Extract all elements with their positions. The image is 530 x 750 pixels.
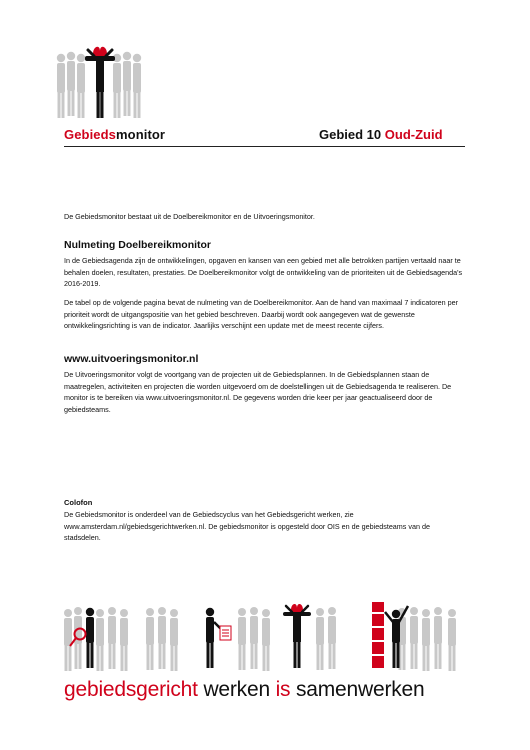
document-person-icon	[206, 608, 231, 668]
brand-accent: Gebieds	[64, 127, 116, 142]
brand-title	[64, 127, 165, 142]
intro-text: De Gebiedsmonitor bestaat uit de Doelbereikmonitor en de Uitvoeringsmonitor.	[64, 212, 315, 221]
slogan-part-2: werken	[203, 678, 270, 701]
header-people-logo	[55, 40, 145, 127]
area-title	[319, 127, 443, 142]
colofon-paragraph: De Gebiedsmonitor is onderdeel van de Gebiedscyclus van het Gebiedsgericht werken, zie www.amsterdam.nl/gebiedsgerichtwerken.nl. De gebiedsmonitor is opgesteld door OIS en de gebiedsteams van de stadsdelen.	[64, 510, 430, 543]
red-blocks-icon	[372, 602, 384, 668]
slogan-part-1: gebiedsgericht	[64, 678, 198, 701]
people-collaboration-icon	[60, 600, 470, 672]
footer-illustration	[60, 600, 470, 677]
uitvoeringsmonitor-heading: www.uitvoeringsmonitor.nl	[64, 353, 199, 365]
uitvoeringsmonitor-paragraph: De Uitvoeringsmonitor volgt de voortgang van de projecten uit de Gebiedsplannen. In de Gebiedsplannen staan de maatregelen, activiteiten en projecten die worden uitgevoerd om de doelstellingen uit de Gebiedsagenda te realiseren. De monitor is te bereiken via www.uitvoeringsmonitor.nl. De gegevens worden drie keer per jaar geactualiseerd door de gebiedsteams.	[64, 370, 452, 414]
nulmeting-paragraph-1: In de Gebiedsagenda zijn de ontwikkelingen, opgaven en kansen van een gebied met alle betrokken partijen vertaald naar te behalen doelen, resultaten, prestaties. De Doelbereikmonitor volgt de ontwikkeling van de prioriteiten uit de Gebiedsagenda's 2016-2019.	[64, 256, 463, 289]
footer-slogan	[64, 678, 425, 702]
heart-person-icon	[283, 604, 311, 668]
people-group-heart-icon	[55, 40, 145, 122]
area-prefix: Gebied 10	[319, 127, 382, 142]
nulmeting-heading: Nulmeting Doelbereikmonitor	[64, 239, 212, 251]
slogan-part-4: samenwerken	[295, 678, 425, 701]
magnifier-person-icon	[70, 608, 94, 668]
brand-rest: monitor	[116, 127, 166, 142]
header-divider	[64, 146, 465, 147]
colofon-heading: Colofon	[64, 498, 93, 507]
slogan-part-3: is	[275, 678, 291, 701]
area-name: Oud-Zuid	[384, 127, 443, 142]
nulmeting-paragraph-2: De tabel op de volgende pagina bevat de nulmeting van de Doelbereikmonitor. Aan de hand van maximaal 7 indicatoren per prioriteit wordt de uitgangspositie van het gebied beschreven. Daarbij wordt ook aangegeven wat de gewenste ontwikkelingsrichting is van de indicator. Jaarlijks verschijnt een update met de meest recente cijfers.	[64, 298, 458, 331]
